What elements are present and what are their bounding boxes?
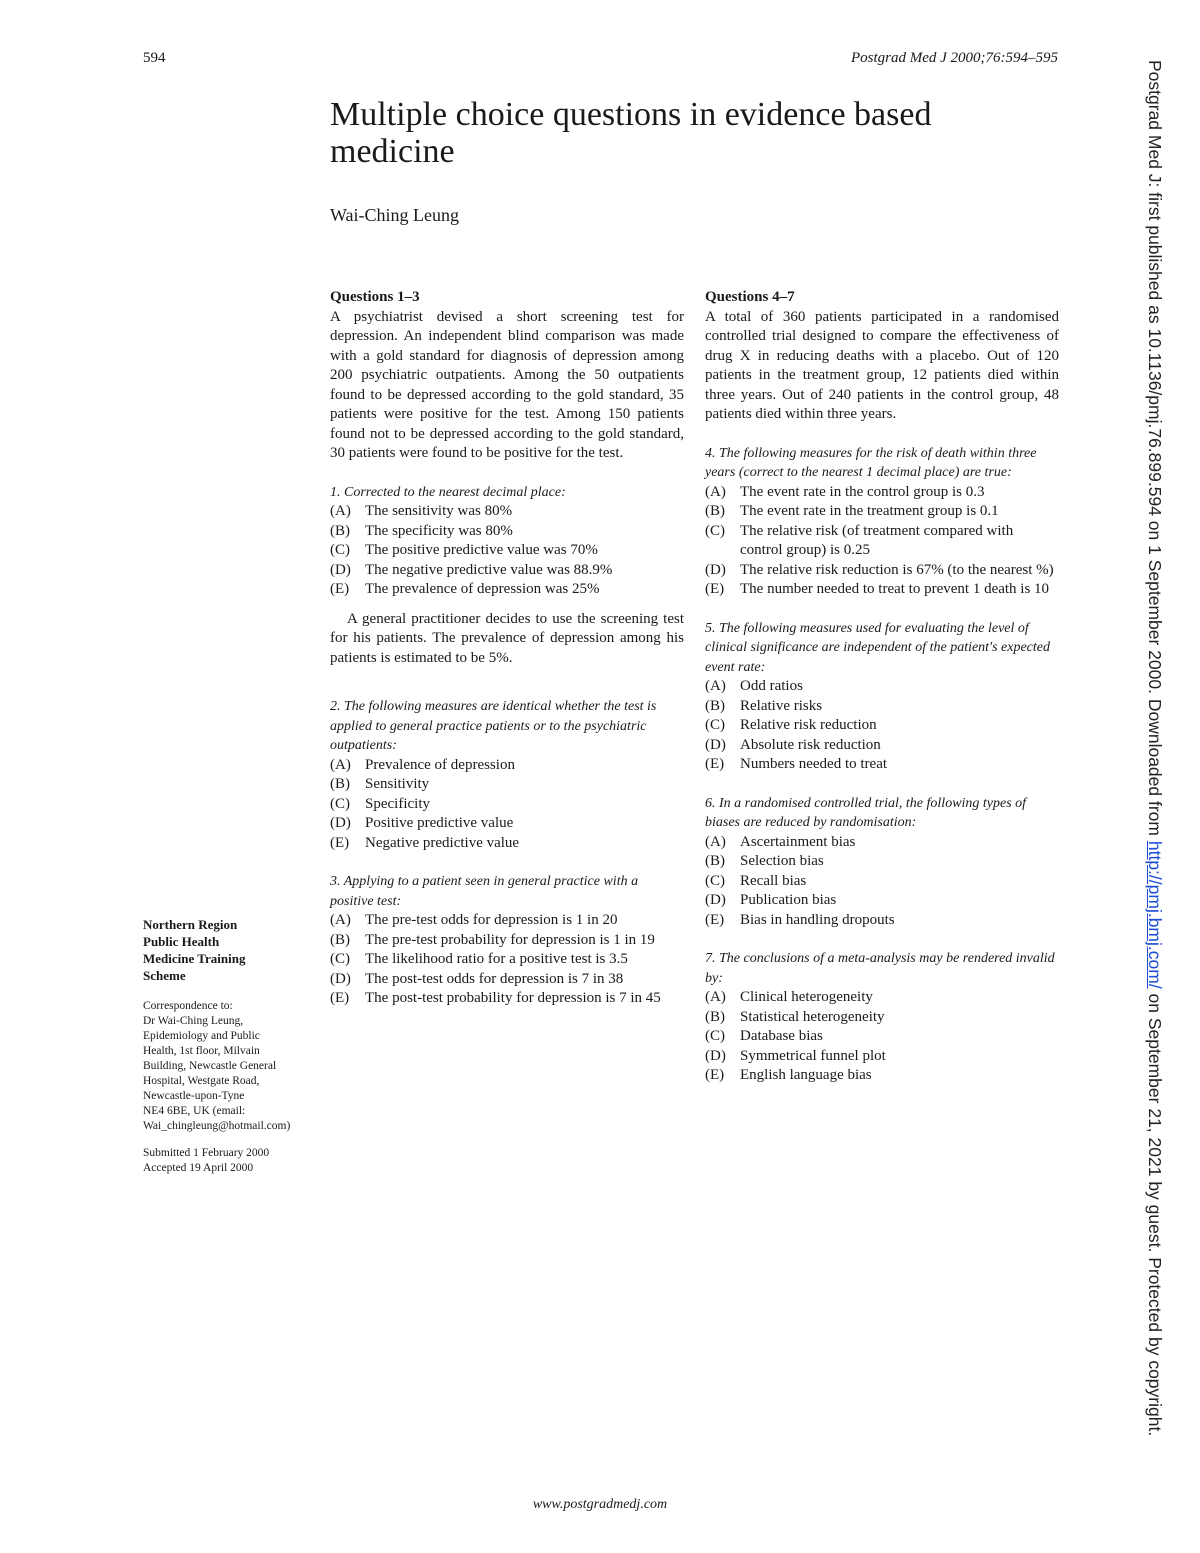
correspondence-line: Newcastle-upon-Tyne — [143, 1090, 245, 1102]
question-stem: 4. The following measures for the risk of death within three years (correct to the nearest 1 decimal place) are true: — [705, 445, 1037, 480]
option-text: The prevalence of depression was 25% — [365, 581, 600, 597]
answer-option — [705, 852, 1059, 872]
answer-option — [330, 970, 684, 990]
answer-option — [705, 1008, 1059, 1028]
correspondence — [143, 999, 325, 1134]
answer-option — [705, 755, 1059, 775]
footer-url[interactable]: www.postgradmedj.com — [532, 1497, 668, 1512]
correspondence-line: Hospital, Westgate Road, — [143, 1075, 260, 1087]
page-number: 594 — [143, 50, 166, 66]
answer-option — [705, 988, 1059, 1008]
section-intro: A total of 360 patients participated in a randomised controlled trial designed to compare the effectiveness of drug X in reducing deaths with a placebo. Out of 120 patients in the treatment group, 12 patients died within three years. Out of 240 patients in the control group, 48 patients died within three years. — [705, 308, 1059, 422]
answer-option — [330, 931, 684, 951]
option-text: Recall bias — [740, 872, 807, 889]
option-text: Database bias — [740, 1028, 823, 1044]
section-heading: Questions 1–3 — [330, 289, 420, 305]
option-key: (B) — [705, 697, 725, 714]
answer-option — [705, 1047, 1059, 1067]
accepted-date: Accepted 19 April 2000 — [143, 1162, 254, 1174]
option-key: (E) — [705, 581, 725, 597]
option-key: (E) — [705, 756, 725, 772]
download-notice-text: on September 21, 2021 by guest. Protected by copyright. — [1145, 988, 1165, 1437]
option-text: English language bias — [740, 1067, 872, 1083]
answer-option — [705, 1066, 1059, 1086]
submitted-date: Submitted 1 February 2000 — [143, 1147, 270, 1159]
option-key: (C) — [705, 1028, 725, 1044]
option-key: (A) — [705, 483, 726, 500]
section-heading: Questions 4–7 — [705, 289, 795, 305]
option-key: (B) — [330, 776, 350, 792]
option-text: The negative predictive value was 88.9% — [365, 561, 613, 578]
correspondence-line: NE4 6BE, UK (email: — [143, 1105, 246, 1117]
option-key: (A) — [705, 833, 726, 850]
answer-option — [705, 891, 1059, 911]
option-key: (C) — [705, 522, 725, 539]
answer-option — [330, 795, 684, 815]
option-text: The pre-test odds for depression is 1 in 20 — [365, 912, 618, 928]
question-stem: 1. Corrected to the nearest decimal place: — [330, 484, 566, 500]
option-key: (A) — [330, 503, 351, 519]
option-key: (E) — [330, 834, 350, 851]
submission-dates — [143, 1146, 325, 1176]
affiliation-line: Public Health — [143, 934, 220, 949]
answer-option — [330, 580, 684, 600]
option-text: Relative risks — [740, 697, 823, 714]
question-2 — [330, 697, 684, 853]
option-text: The positive predictive value was 70% — [365, 542, 598, 558]
option-text: Absolute risk reduction — [740, 736, 881, 753]
option-key: (B) — [330, 931, 350, 948]
option-text: Positive predictive value — [365, 815, 514, 831]
correspondence-line: Correspondence to: — [143, 1000, 233, 1012]
option-text: The relative risk (of treatment compared with control group) is 0.25 — [740, 522, 1014, 558]
option-text: The post-test probability for depression is 7 in 45 — [365, 990, 661, 1006]
answer-option — [705, 833, 1059, 853]
answer-option — [705, 1027, 1059, 1047]
option-key: (A) — [330, 912, 351, 928]
answer-option — [705, 872, 1059, 892]
option-key: (D) — [705, 1047, 726, 1064]
option-key: (C) — [705, 717, 725, 733]
option-key: (C) — [330, 951, 350, 967]
option-text: Relative risk reduction — [740, 717, 877, 733]
article-title: Multiple choice questions in evidence based medicine — [330, 96, 932, 170]
answer-option — [330, 834, 684, 854]
option-key: (C) — [705, 872, 725, 889]
answer-option — [330, 989, 684, 1009]
question-stem: 7. The conclusions of a meta-analysis may be rendered invalid by: — [705, 951, 1055, 986]
affiliation-line: Medicine Training — [143, 951, 246, 966]
option-key: (D) — [705, 892, 726, 908]
answer-option — [330, 541, 684, 561]
answer-option — [705, 697, 1059, 717]
option-key: (B) — [330, 522, 350, 539]
correspondence-line: Epidemiology and Public — [143, 1030, 260, 1042]
question-stem: 3. Applying to a patient seen in general practice with a positive test: — [330, 874, 639, 909]
option-text: Symmetrical funnel plot — [740, 1047, 886, 1064]
option-text: The number needed to treat to prevent 1 death is 10 — [740, 581, 1050, 597]
answer-option — [330, 522, 684, 542]
answer-option — [705, 561, 1059, 581]
correspondence-line: Dr Wai-Ching Leung, — [143, 1015, 244, 1027]
option-text: Bias in handling dropouts — [740, 911, 895, 928]
question-stem: 5. The following measures used for evaluating the level of clinical significance are independent of the patient's expected event rate: — [705, 620, 1050, 675]
option-key: (D) — [705, 561, 726, 578]
answer-option — [705, 677, 1059, 697]
option-key: (B) — [705, 503, 725, 519]
option-text: The post-test odds for depression is 7 in 38 — [365, 970, 624, 987]
section-intro: A psychiatrist devised a short screening test for depression. An independent blind comparison was made with a gold standard for diagnosis of depression among 200 psychiatric outpatients. Among the 50 outpatients found to be depressed according to the gold standard, 35 patients were positive for the test. Among 150 patients found not to be depressed according to the gold standard, 30 patients were found to be positive for the test. — [330, 308, 684, 461]
question-6 — [705, 794, 1059, 931]
answer-option — [705, 911, 1059, 931]
answer-option — [330, 561, 684, 581]
answer-option — [705, 716, 1059, 736]
option-text: Ascertainment bias — [740, 833, 856, 850]
option-key: (D) — [330, 815, 351, 831]
answer-option — [330, 950, 684, 970]
interlude-paragraph: A general practitioner decides to use the screening test for his patients. The prevalence of depression among his patients is estimated to be 5%. — [330, 610, 684, 666]
correspondence-line: Health, 1st floor, Milvain — [143, 1045, 260, 1057]
question-1 — [330, 483, 684, 600]
option-key: (A) — [705, 678, 726, 694]
option-text: Selection bias — [740, 853, 824, 869]
question-3 — [330, 872, 684, 1009]
option-key: (E) — [330, 990, 350, 1006]
answer-option — [705, 483, 1059, 503]
answer-option — [330, 911, 684, 931]
option-key: (E) — [705, 1067, 725, 1083]
answer-option — [330, 775, 684, 795]
answer-option — [330, 814, 684, 834]
correspondence-line: Building, Newcastle General — [143, 1060, 277, 1072]
option-key: (C) — [330, 795, 350, 812]
question-stem: 2. The following measures are identical whether the test is applied to general practice patients or to the psychiatric outpatients: — [330, 699, 657, 753]
journal-link[interactable]: http://pmj.bmj.com/ — [1145, 840, 1165, 989]
option-text: Prevalence of depression — [365, 756, 515, 773]
option-text: Publication bias — [740, 892, 837, 908]
option-text: The specificity was 80% — [365, 522, 513, 539]
option-text: Clinical heterogeneity — [740, 989, 873, 1005]
option-text: The likelihood ratio for a positive test is 3.5 — [365, 951, 628, 967]
option-text: Statistical heterogeneity — [740, 1008, 885, 1025]
option-text: Specificity — [365, 795, 430, 812]
option-text: The event rate in the treatment group is 0.1 — [740, 503, 999, 519]
option-text: Sensitivity — [365, 776, 430, 792]
affiliation — [143, 916, 325, 984]
left-column — [330, 288, 684, 1009]
option-text: Negative predictive value — [365, 834, 520, 851]
answer-option — [705, 736, 1059, 756]
option-text: The sensitivity was 80% — [365, 503, 513, 519]
answer-option — [705, 522, 1059, 561]
option-key: (A) — [330, 756, 351, 773]
download-notice — [1140, 60, 1170, 1480]
option-key: (D) — [330, 970, 351, 987]
option-key: (B) — [705, 853, 725, 869]
journal-reference: Postgrad Med J 2000;76:594–595 — [850, 50, 1058, 66]
option-key: (D) — [330, 561, 351, 578]
option-key: (D) — [705, 736, 726, 753]
question-5 — [705, 619, 1059, 775]
answer-option — [705, 502, 1059, 522]
option-key: (E) — [330, 581, 350, 597]
answer-option — [330, 756, 684, 776]
affiliation-line: Scheme — [143, 968, 186, 983]
option-text: The relative risk reduction is 67% (to the nearest %) — [740, 561, 1054, 578]
right-column — [705, 288, 1059, 1086]
answer-option — [330, 502, 684, 522]
option-text: The event rate in the control group is 0.3 — [740, 483, 985, 500]
affiliation-line: Northern Region — [143, 917, 238, 932]
option-key: (A) — [705, 989, 726, 1005]
question-stem: 6. In a randomised controlled trial, the following types of biases are reduced by randomisation: — [705, 795, 1027, 830]
option-text: Numbers needed to treat — [740, 756, 888, 772]
option-key: (E) — [705, 911, 725, 928]
author-name: Wai-Ching Leung — [330, 205, 460, 225]
option-key: (B) — [705, 1008, 725, 1025]
question-4 — [705, 444, 1059, 600]
answer-option — [705, 580, 1059, 600]
question-7 — [705, 949, 1059, 1086]
correspondence-email[interactable]: Wai_chingleung@hotmail.com) — [143, 1120, 291, 1132]
download-notice-text: Postgrad Med J: first published as 10.1136/pmj.76.899.594 on 1 September 2000. Downloaded from — [1145, 60, 1165, 841]
option-text: The pre-test probability for depression is 1 in 19 — [365, 931, 655, 948]
option-key: (C) — [330, 542, 350, 558]
option-text: Odd ratios — [740, 678, 803, 694]
